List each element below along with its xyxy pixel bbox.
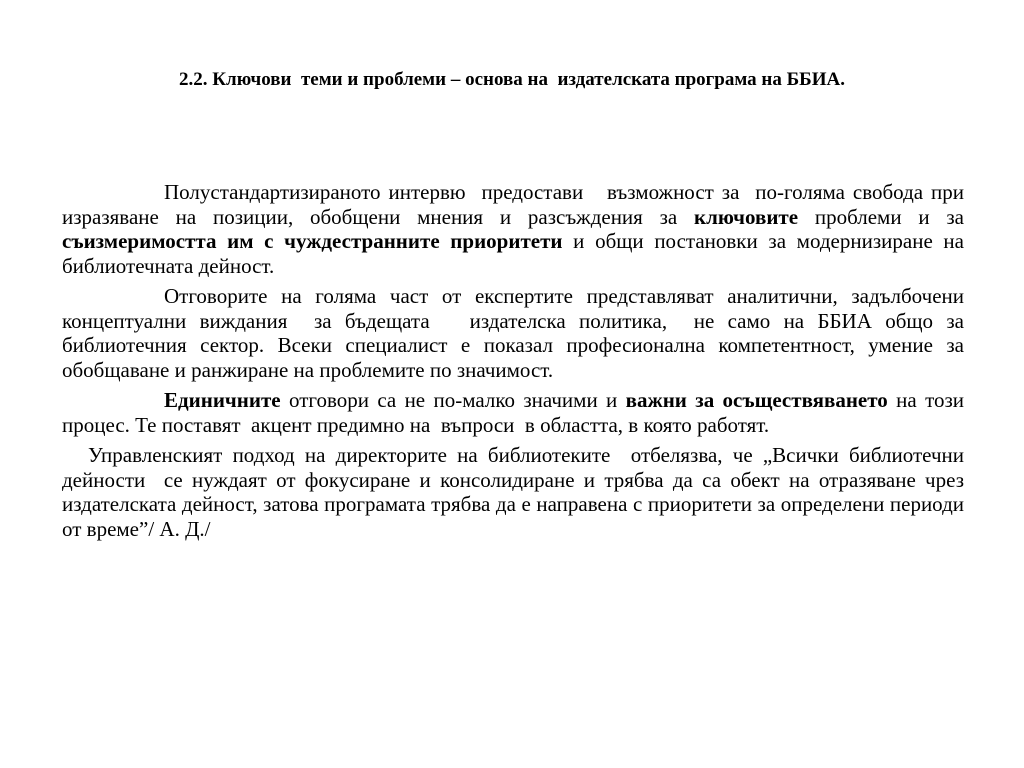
bold-text-run: ключовите xyxy=(694,204,799,229)
bold-text-run: важни за осъществяването xyxy=(625,388,888,412)
bold-text-run: съизмеримостта им с чуждестранните приоритети xyxy=(62,229,563,253)
text-run: отговори са не по-малко значими и xyxy=(280,388,626,412)
text-run: проблеми и за xyxy=(798,204,970,229)
paragraph-3 xyxy=(62,388,970,437)
paragraph-1 xyxy=(62,180,970,278)
text-run: Отговорите на голяма част от експертите представляват аналитични, задълбочени концептуални виждания за бъдещата издателска политика, не само на ББИА общо за библиотечния сектор. Всеки специалист е показал професионална компетентност, умение за обобщаване и ранжиране на проблемите по значимост. xyxy=(62,284,970,382)
paragraph-2 xyxy=(62,284,970,382)
text-run: Управленският подход на директорите на библиотеките отбелязва, че „Всички библиотечни дейности се нуждаят от фокусиране и консолидиране и трябва да са обект на отразяване чрез издателската дейност, затова програмата трябва да е направена с приоритети за определени периоди от време”/ А. Д./ xyxy=(62,443,970,541)
text-run: и общи постановки за модернизиране на библиотечната дейност. xyxy=(62,229,970,278)
slide-body xyxy=(62,180,970,547)
bold-text-run: Единичните xyxy=(164,388,281,412)
slide-title: 2.2. Ключови теми и проблеми – основа на издателската програма на ББИА. xyxy=(179,69,845,90)
paragraph-4 xyxy=(62,443,970,541)
text-run: на този процес. Те поставят акцент предимно на въпроси в областта, в която работят. xyxy=(62,388,970,437)
text-run: Полустандартизираното интервю предостави възможност за по-голяма свобода при изразяване на позиции, обобщени мнения и разсъждения за xyxy=(62,180,970,229)
